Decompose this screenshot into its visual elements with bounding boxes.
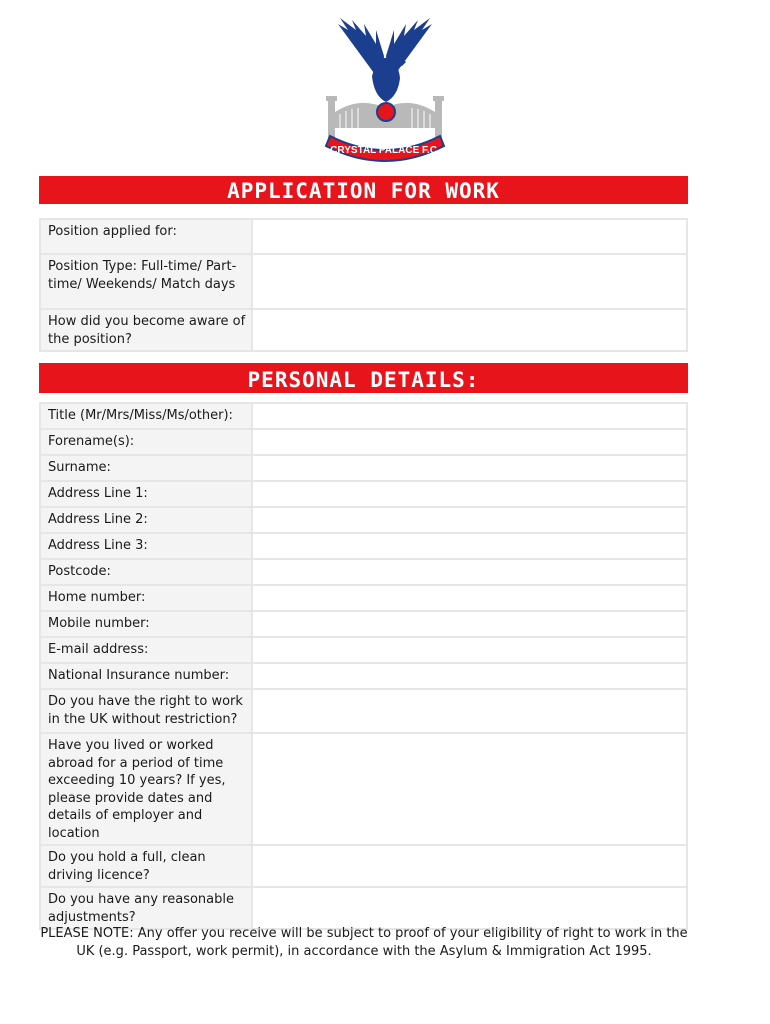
table-row: [40, 533, 687, 559]
table-row: [40, 559, 687, 585]
reasonable-adjustments-label: Do you have any reasonable adjustments?: [40, 887, 252, 929]
position-table: [39, 218, 688, 352]
table-row: [40, 611, 687, 637]
address-line-2-field[interactable]: [252, 507, 687, 533]
right-to-work-field[interactable]: [252, 689, 687, 733]
address-line-2-label: Address Line 2:: [40, 507, 252, 533]
position-type-field[interactable]: [252, 254, 687, 309]
table-row: [40, 637, 687, 663]
application-for-work-banner: APPLICATION FOR WORK: [39, 176, 688, 204]
home-number-label: Home number:: [40, 585, 252, 611]
home-number-field[interactable]: [252, 585, 687, 611]
title-field[interactable]: [252, 403, 687, 429]
position-type-label: Position Type: Full-time/ Part-time/ Weekends/ Match days: [40, 254, 252, 309]
address-line-1-field[interactable]: [252, 481, 687, 507]
personal-details-table: [39, 402, 688, 930]
position-applied-field[interactable]: [252, 219, 687, 254]
title-label: Title (Mr/Mrs/Miss/Ms/other):: [40, 403, 252, 429]
postcode-label: Postcode:: [40, 559, 252, 585]
table-row: [40, 309, 687, 351]
table-row: [40, 481, 687, 507]
mobile-number-label: Mobile number:: [40, 611, 252, 637]
crest-ribbon-text: CRYSTAL PALACE F.C.: [330, 145, 440, 156]
position-awareness-field[interactable]: [252, 309, 687, 351]
mobile-number-field[interactable]: [252, 611, 687, 637]
position-applied-label: Position applied for:: [40, 219, 252, 254]
national-insurance-field[interactable]: [252, 663, 687, 689]
table-row: [40, 507, 687, 533]
lived-abroad-field[interactable]: [252, 733, 687, 845]
address-line-1-label: Address Line 1:: [40, 481, 252, 507]
table-row: [40, 585, 687, 611]
table-row: [40, 254, 687, 309]
table-row: [40, 845, 687, 887]
table-row: [40, 429, 687, 455]
driving-licence-label: Do you hold a full, clean driving licence?: [40, 845, 252, 887]
surname-field[interactable]: [252, 455, 687, 481]
right-to-work-label: Do you have the right to work in the UK without restriction?: [40, 689, 252, 733]
address-line-3-label: Address Line 3:: [40, 533, 252, 559]
table-row: [40, 219, 687, 254]
position-awareness-label: How did you become aware of the position?: [40, 309, 252, 351]
address-line-3-field[interactable]: [252, 533, 687, 559]
personal-details-banner: PERSONAL DETAILS:: [39, 363, 688, 393]
reasonable-adjustments-field[interactable]: [252, 887, 687, 929]
table-row: [40, 403, 687, 429]
email-address-label: E-mail address:: [40, 637, 252, 663]
lived-abroad-label: Have you lived or worked abroad for a period of time exceeding 10 years? If yes, please provide dates and details of employer and location: [40, 733, 252, 845]
table-row: [40, 455, 687, 481]
postcode-field[interactable]: [252, 559, 687, 585]
table-row: [40, 733, 687, 845]
forename-field[interactable]: [252, 429, 687, 455]
email-address-field[interactable]: [252, 637, 687, 663]
surname-label: Surname:: [40, 455, 252, 481]
eligibility-note: PLEASE NOTE: Any offer you receive will be subject to proof of your eligibility of right to work in the UK (e.g. Passport, work permit), in accordance with the Asylum & Immigration Act 1995.: [40, 926, 688, 959]
table-row: [40, 663, 687, 689]
national-insurance-label: National Insurance number:: [40, 663, 252, 689]
forename-label: Forename(s):: [40, 429, 252, 455]
table-row: [40, 887, 687, 929]
crystal-palace-crest-logo: [320, 16, 450, 166]
driving-licence-field[interactable]: [252, 845, 687, 887]
table-row: [40, 689, 687, 733]
